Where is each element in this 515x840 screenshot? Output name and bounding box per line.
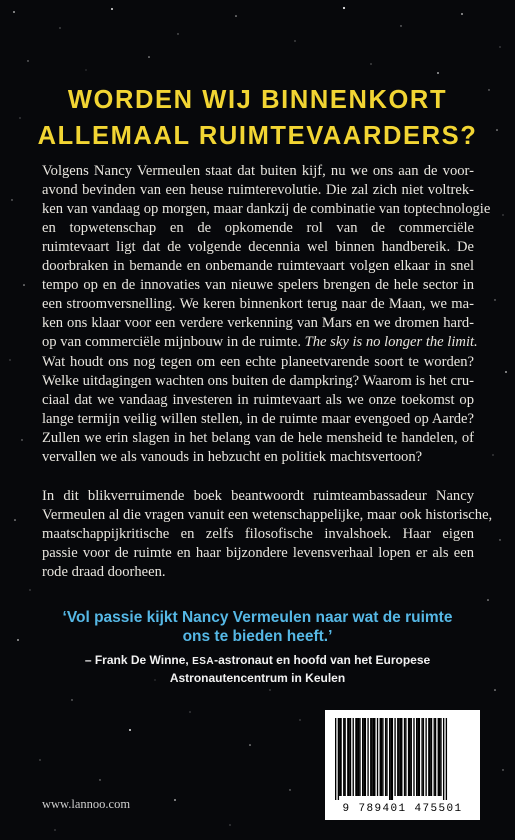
barcode-bar — [355, 718, 358, 796]
barcode-bars — [325, 710, 480, 802]
barcode-bar — [339, 718, 342, 796]
publisher-website: www.lannoo.com — [42, 797, 131, 811]
italic-tagline: The sky is no longer the limit. — [304, 334, 478, 350]
text-line: ciaal dat we vandaag investeren in ruimtevaart als we onze toekomst op — [42, 392, 474, 408]
barcode-bar — [359, 718, 360, 796]
barcode-bar — [428, 718, 431, 796]
barcode-bar — [343, 718, 344, 796]
text-line: Wat houdt ons nog tegen om een echte planeetvarende soort te worden? — [42, 354, 474, 370]
esa-abbreviation: ESA — [192, 656, 215, 667]
text-line: avond bevinden van een heuse ruimterevolutie. Die zal zich niet voltrek- — [42, 182, 474, 198]
barcode-bar — [382, 718, 383, 796]
barcode-bar — [411, 718, 412, 796]
text-line: ken ons klaar voor een verdere verkenning van Mars en we dromen hard- — [42, 315, 474, 331]
barcode-bar — [397, 718, 398, 796]
text-line: Welke uitdagingen wachten ons buiten de dampkring? Waarom is het cru- — [42, 373, 474, 389]
text-line-last — [42, 333, 478, 352]
barcode-bar — [353, 718, 354, 796]
text-line: doorbraken in bemande en onbemande ruimtevaart volgen elkaar in snel — [42, 258, 474, 274]
barcode-bar — [443, 718, 444, 800]
text-line: vervallen we als vanouds in hebzucht en politiek machtsvertoon? — [42, 449, 423, 465]
barcode-bar — [408, 718, 411, 796]
barcode-bar — [416, 718, 417, 796]
barcode-bar — [362, 718, 363, 796]
barcode-bar — [446, 718, 447, 800]
text-fragment: op van commerciële mijnbouw in de ruimte. — [42, 334, 301, 350]
text-line: en topwetenschap en de opkomende rol van de commerciële — [42, 220, 474, 236]
text-line: maatschappijkritische en zelfs filosofische invalshoek. Haar eigen — [42, 526, 474, 542]
barcode-bar — [367, 718, 368, 796]
paragraph-book — [42, 487, 493, 582]
attribution-line — [0, 652, 515, 670]
barcode-bar — [435, 718, 436, 796]
barcode-bar — [398, 718, 399, 796]
text-line: ken van vandaag op morgen, maar dankzij de combinatie van toptechnologie — [42, 201, 491, 217]
barcode-bar — [335, 718, 336, 800]
text-line: Zullen we erin slagen in het belang van de hele mensheid te handelen, of — [42, 430, 474, 446]
text-line: tempo op en de innovaties van nieuwe spelers brengen de hele sector in — [42, 277, 474, 293]
barcode-bar — [431, 718, 432, 796]
blurb-quote — [0, 608, 515, 646]
barcode-bar — [404, 718, 405, 796]
barcode-bar — [347, 718, 350, 796]
barcode-bar — [417, 718, 420, 796]
barcode-bar — [421, 718, 422, 796]
barcode-bar — [434, 718, 435, 796]
attribution-line: Astronautencentrum in Keulen — [169, 671, 346, 685]
text-line: passie voor de ruimte en haar bijzondere levensverhaal lopen er als een — [42, 545, 474, 561]
quote-line: ons te bieden heeft.’ — [182, 628, 333, 645]
barcode-bar — [370, 718, 371, 796]
barcode-bar — [344, 718, 345, 796]
barcode-bar — [389, 718, 390, 800]
barcode-bar — [438, 718, 441, 796]
barcode-bar — [423, 718, 424, 796]
cover-title — [0, 82, 515, 154]
barcode-bar — [377, 718, 378, 796]
barcode-bar — [373, 718, 376, 796]
barcode-bar — [358, 718, 359, 796]
barcode-bar — [386, 718, 387, 796]
text-line: Volgens Nancy Vermeulen staat dat buiten kijf, nu we ons aan de voor- — [42, 163, 474, 179]
text-line: ruimtevaart ligt dat de volgende decennia wel binnen handbereik. De — [42, 239, 474, 255]
barcode-bar — [400, 718, 403, 796]
attribution-role: -astronaut en hoofd van het Europese — [214, 653, 431, 667]
barcode-bar — [405, 718, 406, 796]
barcode-bar — [425, 718, 426, 796]
quote-line: ‘Vol passie kijkt Nancy Vermeulen naar wat de ruimte — [62, 609, 453, 626]
barcode-bar — [371, 718, 372, 796]
attribution-author: – Frank De Winne, — [84, 653, 193, 667]
text-line: lange termijn veilig willen stellen, in de ruimte maar evengoed op Aarde? — [42, 411, 474, 427]
barcode-bar — [413, 718, 414, 796]
text-line: rode draad doorheen. — [42, 564, 166, 580]
text-line: een stroomversnelling. We keren binnenkort terug naar de Maan, we ma- — [42, 296, 474, 312]
text-line: In dit blikverruimende boek beantwoordt ruimteambassadeur Nancy — [42, 488, 474, 504]
barcode-bar — [385, 718, 386, 796]
barcode-bar — [394, 718, 395, 796]
barcode-bar — [380, 718, 383, 796]
quote-attribution — [0, 652, 515, 687]
isbn-barcode — [325, 710, 480, 820]
title-line: ALLEMAAL RUIMTEVAARDERS? — [37, 122, 478, 150]
barcode-bar — [390, 718, 393, 800]
barcode-bar — [440, 718, 441, 796]
barcode-bar — [338, 718, 339, 800]
barcode-bar — [350, 718, 351, 796]
barcode-bar — [363, 718, 366, 796]
paragraph-questions — [42, 353, 474, 467]
isbn-number: 9 789401 475501 — [342, 803, 463, 815]
text-line: Vermeulen al die vragen vanuit een wetenschappelijke, maar ook historische, — [42, 507, 493, 523]
paragraph-intro — [42, 162, 491, 352]
title-line: WORDEN WIJ BINNENKORT — [67, 86, 448, 114]
